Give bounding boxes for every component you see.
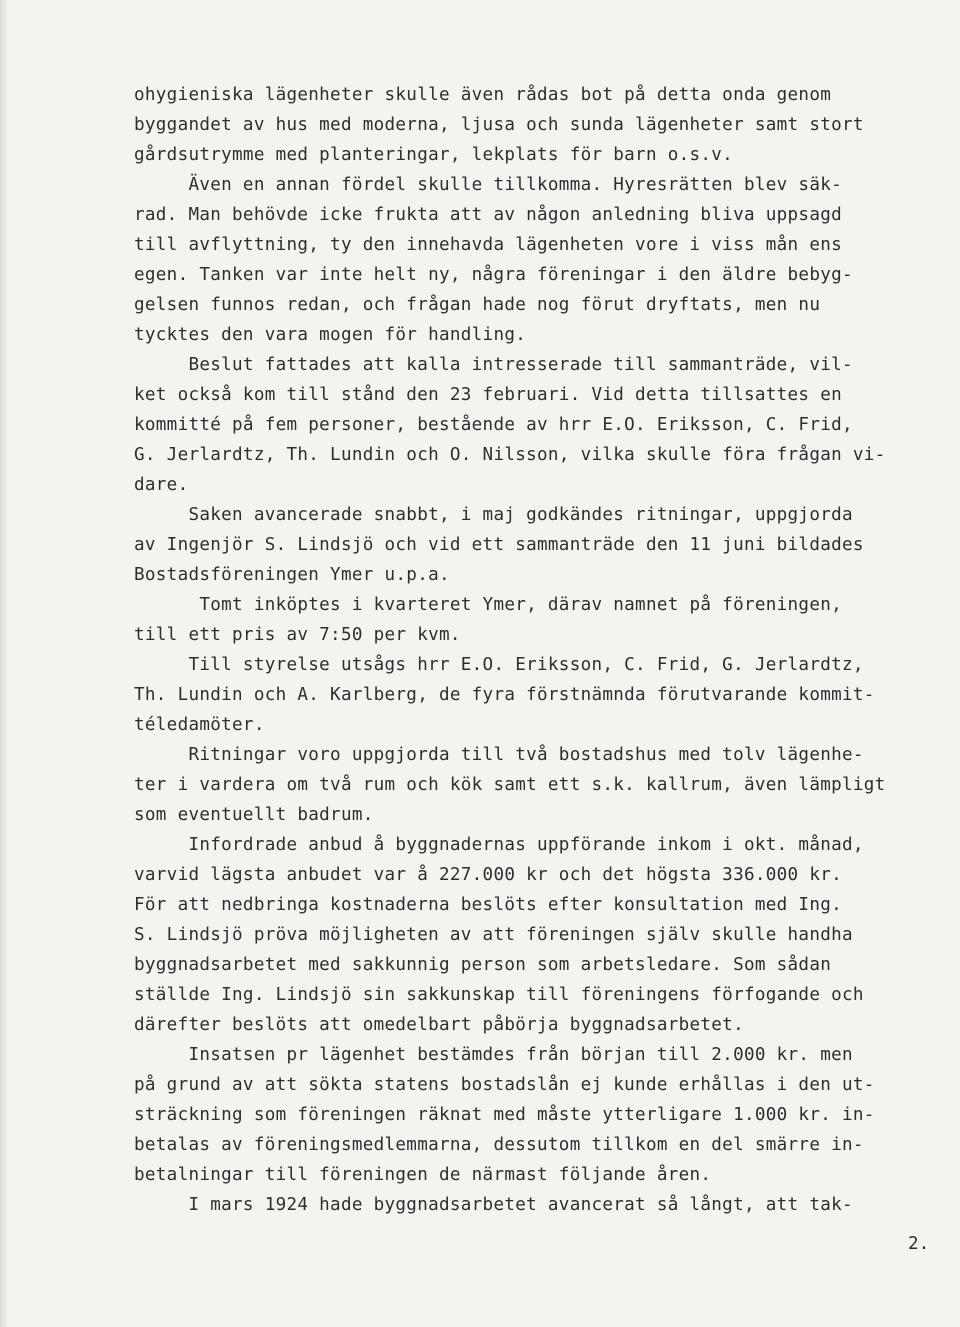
text-line: gårdsutrymme med planteringar, lekplats för barn o.s.v. <box>134 145 734 165</box>
text-line: till ett pris av 7:50 per kvm. <box>134 625 461 645</box>
text-line: Till styrelse utsågs hrr E.O. Eriksson, C. Frid, G. Jerlardtz, <box>134 655 864 675</box>
text-line: kommitté på fem personer, bestående av hrr E.O. Eriksson, C. Frid, <box>134 415 853 435</box>
text-line: varvid lägsta anbudet var å 227.000 kr och det högsta 336.000 kr. <box>134 865 843 885</box>
text-line: Infordrade anbud å byggnadernas uppförande inkom i okt. månad, <box>134 835 864 855</box>
text-line: ter i vardera om två rum och kök samt ett s.k. kallrum, även lämpligt <box>134 775 886 795</box>
text-line: byggnadsarbetet med sakkunnig person som arbetsledare. Som sådan <box>134 955 832 975</box>
text-line: S. Lindsjö pröva möjligheten av att föreningen själv skulle handha <box>134 925 853 945</box>
text-line: Saken avancerade snabbt, i maj godkändes ritningar, uppgjorda <box>134 505 853 525</box>
text-line: Ritningar voro uppgjorda till två bostadshus med tolv lägenhe- <box>134 745 864 765</box>
text-line: Bostadsföreningen Ymer u.p.a. <box>134 565 450 585</box>
text-line: sträckning som föreningen räknat med måste ytterligare 1.000 kr. in- <box>134 1105 875 1125</box>
text-line: Beslut fattades att kalla intresserade till sammanträde, vil- <box>134 355 853 375</box>
text-line: Insatsen pr lägenhet bestämdes från början till 2.000 kr. men <box>134 1045 853 1065</box>
text-line: på grund av att sökta statens bostadslån ej kunde erhållas i den ut- <box>134 1075 875 1095</box>
text-line: av Ingenjör S. Lindsjö och vid ett sammanträde den 11 juni bildades <box>134 535 864 555</box>
text-line: Th. Lundin och A. Karlberg, de fyra förstnämnda förutvarande kommit- <box>134 685 875 705</box>
text-line: I mars 1924 hade byggnadsarbetet avancerat så långt, att tak- <box>134 1195 853 1215</box>
text-line: rad. Man behövde icke frukta att av någon anledning bliva uppsagd <box>134 205 843 225</box>
text-line: ohygieniska lägenheter skulle även rådas bot på detta onda genom <box>134 85 832 105</box>
text-line: ket också kom till stånd den 23 februari. Vid detta tillsattes en <box>134 385 843 405</box>
text-line: tycktes den vara mogen för handling. <box>134 325 527 345</box>
text-line: egen. Tanken var inte helt ny, några föreningar i den äldre bebyg- <box>134 265 853 285</box>
text-line: För att nedbringa kostnaderna beslöts efter konsultation med Ing. <box>134 895 843 915</box>
text-line: betalas av föreningsmedlemmarna, dessutom tillkom en del smärre in- <box>134 1135 864 1155</box>
text-line: Även en annan fördel skulle tillkomma. Hyresrätten blev säk- <box>134 175 843 195</box>
text-line: till avflyttning, ty den innehavda lägenheten vore i viss mån ens <box>134 235 843 255</box>
page-number: 2. <box>908 1234 930 1254</box>
text-line: ställde Ing. Lindsjö sin sakkunskap till föreningens förfogande och <box>134 985 864 1005</box>
text-line: gelsen funnos redan, och frågan hade nog förut dryftats, men nu <box>134 295 821 315</box>
text-line: byggandet av hus med moderna, ljusa och sunda lägenheter samt stort <box>134 115 864 135</box>
text-line: därefter beslöts att omedelbart påbörja byggnadsarbetet. <box>134 1015 744 1035</box>
text-line: Tomt inköptes i kvarteret Ymer, därav namnet på föreningen, <box>134 595 843 615</box>
text-line: betalningar till föreningen de närmast följande åren. <box>134 1165 712 1185</box>
text-line: dare. <box>134 475 189 495</box>
text-line: som eventuellt badrum. <box>134 805 374 825</box>
text-line: téledamöter. <box>134 715 265 735</box>
text-line: G. Jerlardtz, Th. Lundin och O. Nilsson, vilka skulle föra frågan vi- <box>134 445 886 465</box>
